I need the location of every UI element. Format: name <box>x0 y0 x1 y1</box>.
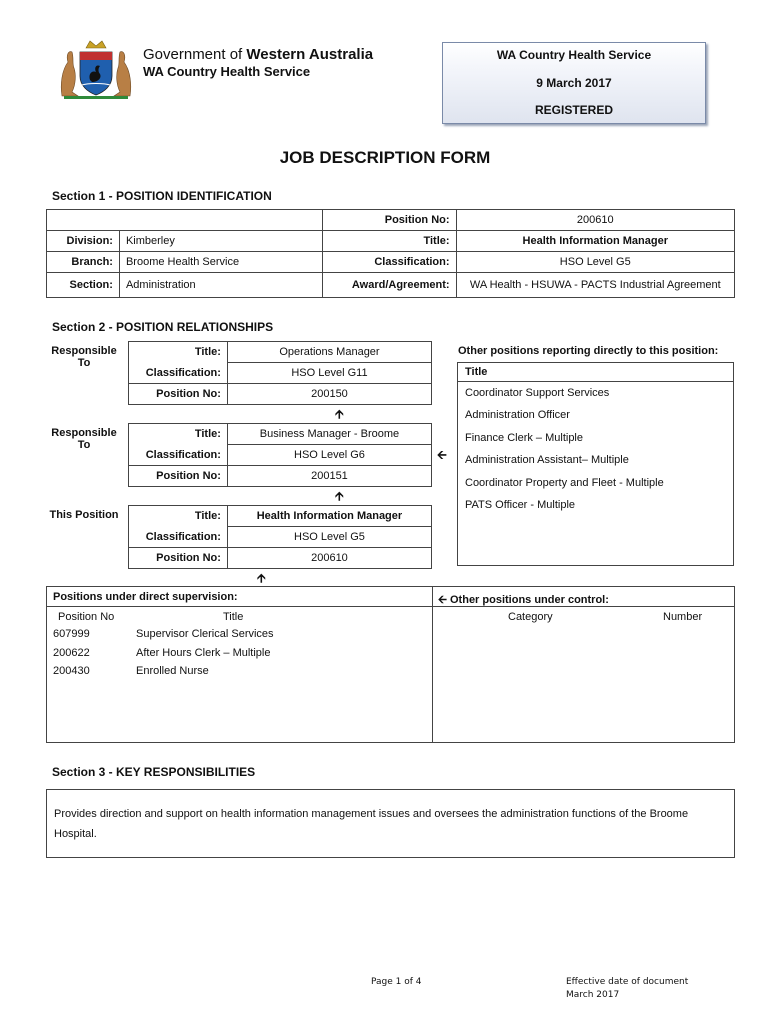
arrow-left-icon: 🡨 <box>438 594 447 606</box>
box-classification-label: Classification: <box>129 445 228 466</box>
row-title: Enrolled Nurse <box>136 665 209 677</box>
other-positions-box <box>457 362 734 566</box>
box-classification-value: HSO Level G11 <box>227 363 431 384</box>
list-item: Administration Assistant– Multiple <box>465 454 629 467</box>
table-row <box>47 273 735 298</box>
relationship-box-3 <box>128 505 432 569</box>
box-title-label: Title: <box>129 506 228 527</box>
key-responsibilities-text: Provides direction and support on health information management issues and oversees the administration functions of the Broome Hospital. <box>46 789 735 858</box>
box-classification-value: HSO Level G5 <box>227 527 431 548</box>
empty-cell <box>47 210 323 231</box>
section3-heading: Section 3 - KEY RESPONSIBILITIES <box>52 765 256 779</box>
stamp-status: REGISTERED <box>534 103 613 117</box>
classification-label: Classification: <box>322 252 456 273</box>
page-number: Page 1 of 4 <box>371 977 422 987</box>
relationship-box-1 <box>128 341 432 405</box>
row-position-no: 607999 <box>53 628 90 640</box>
branch-value: Broome Health Service <box>119 252 322 273</box>
stamp-date: 9 March 2017 <box>536 76 612 90</box>
column-header-title: Title <box>223 611 244 623</box>
other-control-heading: 🡨 Other positions under control: <box>438 594 609 606</box>
document-title: JOB DESCRIPTION FORM <box>279 148 491 167</box>
box-title-label: Title: <box>129 342 228 363</box>
arrow-left-icon: 🡨 <box>437 448 447 462</box>
box-title-value: Business Manager - Broome <box>227 424 431 445</box>
box-position-no-label: Position No: <box>129 466 228 487</box>
column-header-category: Category <box>508 611 553 623</box>
box-classification-label: Classification: <box>129 527 228 548</box>
row-title: Supervisor Clerical Services <box>136 628 274 640</box>
table-row <box>47 252 735 273</box>
box-classification-label: Classification: <box>129 363 228 384</box>
box-title-label: Title: <box>129 424 228 445</box>
arrow-up-icon: 🡩 <box>257 571 266 585</box>
section-value: Administration <box>119 273 322 298</box>
direct-supervision-heading: Positions under direct supervision: <box>53 591 238 603</box>
list-item: Finance Clerk – Multiple <box>465 431 583 444</box>
box-position-no-label: Position No: <box>129 548 228 569</box>
coat-of-arms-logo <box>56 38 136 100</box>
position-no-value: 200610 <box>456 210 734 231</box>
award-value: WA Health - HSUWA - PACTS Industrial Agreement <box>456 273 734 298</box>
effective-date-label: Effective date of document <box>566 977 689 987</box>
division-value: Kimberley <box>119 231 322 252</box>
row-position-no: 200430 <box>53 665 90 677</box>
section-label: Section: <box>47 273 120 298</box>
box-classification-value: HSO Level G6 <box>227 445 431 466</box>
other-positions-column-title: Title <box>458 363 733 382</box>
effective-date-value: March 2017 <box>566 990 620 1000</box>
table-row <box>47 231 735 252</box>
position-identification-table <box>46 209 735 298</box>
box-position-no-value: 200150 <box>227 384 431 405</box>
section1-heading: Section 1 - POSITION IDENTIFICATION <box>52 189 272 203</box>
box-position-no-label: Position No: <box>129 384 228 405</box>
government-name: Government of Western Australia <box>143 46 374 63</box>
section2-heading: Section 2 - POSITION RELATIONSHIPS <box>52 320 274 334</box>
division-label: Division: <box>47 231 120 252</box>
classification-value: HSO Level G5 <box>456 252 734 273</box>
supervision-table <box>46 586 735 743</box>
title-label: Title: <box>322 231 456 252</box>
divider <box>47 606 734 607</box>
box-position-no-value: 200610 <box>227 548 431 569</box>
column-header-position-no: Position No <box>58 611 115 623</box>
responsible-to-label: Responsible To <box>51 345 117 369</box>
list-item: Coordinator Property and Fleet - Multiple <box>465 476 664 489</box>
relationship-box-2 <box>128 423 432 487</box>
column-header-number: Number <box>663 611 703 623</box>
list-item: Coordinator Support Services <box>465 387 610 399</box>
stamp-organisation: WA Country Health Service <box>496 48 652 62</box>
position-no-label: Position No: <box>322 210 456 231</box>
branch-label: Branch: <box>47 252 120 273</box>
arrow-up-icon: 🡩 <box>335 407 344 421</box>
list-item: Administration Officer <box>465 409 570 422</box>
divider <box>432 587 433 742</box>
this-position-label: This Position <box>49 509 119 521</box>
arrow-up-icon: 🡩 <box>335 489 344 503</box>
list-item: PATS Officer - Multiple <box>465 498 576 511</box>
box-title-value: Health Information Manager <box>227 506 431 527</box>
row-position-no: 200622 <box>53 647 90 659</box>
registered-stamp <box>442 42 706 124</box>
row-title: After Hours Clerk – Multiple <box>136 647 271 659</box>
award-label: Award/Agreement: <box>322 273 456 298</box>
table-row <box>47 210 735 231</box>
box-position-no-value: 200151 <box>227 466 431 487</box>
other-positions-heading: Other positions reporting directly to this position: <box>458 345 719 357</box>
title-value: Health Information Manager <box>456 231 734 252</box>
responsible-to-label: Responsible To <box>51 427 117 451</box>
box-title-value: Operations Manager <box>227 342 431 363</box>
service-name: WA Country Health Service <box>143 64 311 79</box>
